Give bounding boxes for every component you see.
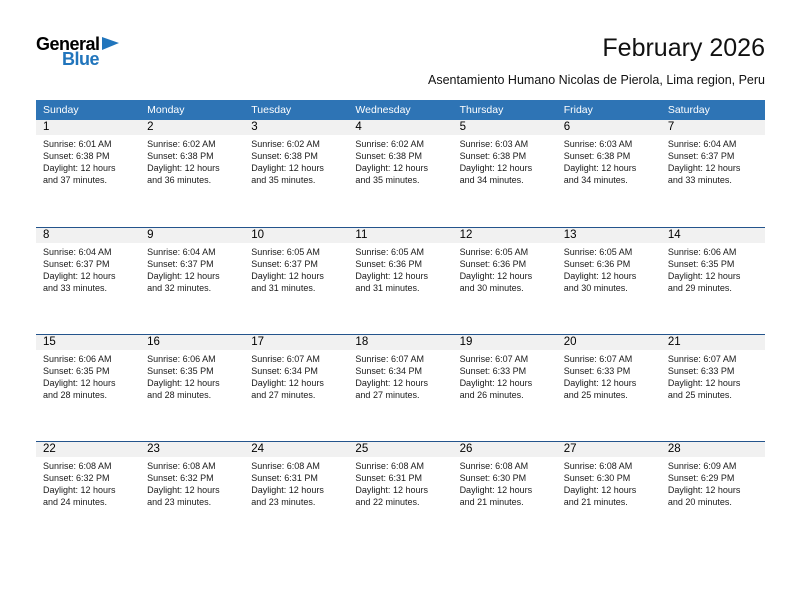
day-number-band bbox=[140, 228, 244, 243]
daylight-text-line1: Daylight: 12 hours bbox=[667, 163, 741, 174]
day-number: 26 bbox=[459, 442, 473, 455]
daylight-text-line2: and 21 minutes. bbox=[563, 496, 628, 507]
sunrise-text: Sunrise: 6:01 AM bbox=[43, 139, 112, 149]
sunset-text: Sunset: 6:38 PM bbox=[355, 151, 422, 162]
day-number-band bbox=[661, 335, 765, 350]
day-number-band bbox=[557, 120, 661, 135]
weekday-header: Wednesday bbox=[348, 100, 452, 120]
generalblue-logo bbox=[36, 34, 166, 70]
week-row bbox=[36, 120, 765, 227]
day-cell bbox=[244, 441, 348, 548]
day-number: 5 bbox=[459, 121, 466, 133]
day-number-band bbox=[36, 442, 140, 457]
day-cell bbox=[661, 334, 765, 441]
day-number-band bbox=[348, 120, 452, 135]
daylight-text-line2: and 35 minutes. bbox=[251, 175, 316, 186]
daylight-text-line1: Daylight: 12 hours bbox=[43, 270, 116, 281]
sunrise-text: Sunrise: 6:06 AM bbox=[43, 353, 112, 364]
day-number-band bbox=[661, 228, 765, 243]
day-number-band bbox=[557, 335, 661, 350]
day-cell bbox=[453, 120, 557, 227]
day-number-band bbox=[453, 335, 557, 350]
daylight-text-line1: Daylight: 12 hours bbox=[251, 377, 324, 388]
day-cell bbox=[244, 120, 348, 227]
day-number: 22 bbox=[43, 442, 56, 455]
day-number: 24 bbox=[251, 442, 265, 455]
day-number: 17 bbox=[251, 335, 265, 348]
sunset-text: Sunset: 6:38 PM bbox=[147, 151, 214, 162]
day-number: 8 bbox=[43, 228, 50, 241]
day-number: 9 bbox=[147, 228, 154, 241]
daylight-text-line1: Daylight: 12 hours bbox=[667, 270, 741, 281]
sunrise-text: Sunrise: 6:07 AM bbox=[355, 353, 424, 364]
day-number-band bbox=[244, 120, 348, 135]
daylight-text-line1: Daylight: 12 hours bbox=[459, 377, 533, 388]
sunset-text: Sunset: 6:38 PM bbox=[563, 151, 631, 162]
day-number: 18 bbox=[355, 335, 369, 348]
weekday-header: Tuesday bbox=[244, 100, 348, 120]
day-number: 25 bbox=[355, 442, 369, 455]
day-number-band bbox=[453, 228, 557, 243]
daylight-text-line1: Daylight: 12 hours bbox=[667, 377, 741, 388]
day-cell bbox=[244, 334, 348, 441]
daylight-text-line1: Daylight: 12 hours bbox=[43, 377, 116, 388]
sunset-text: Sunset: 6:29 PM bbox=[667, 472, 735, 483]
daylight-text-line2: and 23 minutes. bbox=[147, 496, 212, 507]
sunrise-text: Sunrise: 6:07 AM bbox=[459, 353, 529, 364]
sunset-text: Sunset: 6:38 PM bbox=[43, 151, 110, 162]
day-cell bbox=[140, 227, 244, 334]
daylight-text-line1: Daylight: 12 hours bbox=[147, 163, 220, 174]
day-number: 3 bbox=[251, 121, 258, 133]
day-number: 23 bbox=[147, 442, 160, 455]
daylight-text-line1: Daylight: 12 hours bbox=[459, 163, 533, 174]
day-cell bbox=[140, 120, 244, 227]
week-row bbox=[36, 227, 765, 334]
weekday-header-row bbox=[36, 100, 765, 120]
daylight-text-line2: and 35 minutes. bbox=[355, 175, 420, 186]
sunset-text: Sunset: 6:30 PM bbox=[459, 472, 527, 483]
daylight-text-line1: Daylight: 12 hours bbox=[43, 163, 116, 174]
sunset-text: Sunset: 6:35 PM bbox=[43, 365, 110, 376]
sunrise-text: Sunrise: 6:06 AM bbox=[147, 353, 216, 364]
daylight-text-line2: and 33 minutes. bbox=[667, 175, 732, 186]
daylight-text-line1: Daylight: 12 hours bbox=[251, 163, 324, 174]
day-cell bbox=[348, 227, 452, 334]
daylight-text-line2: and 33 minutes. bbox=[43, 282, 108, 293]
daylight-text-line2: and 31 minutes. bbox=[251, 282, 316, 293]
sunrise-text: Sunrise: 6:04 AM bbox=[43, 246, 112, 257]
day-cell bbox=[348, 334, 452, 441]
day-number-band bbox=[348, 228, 452, 243]
sunset-text: Sunset: 6:32 PM bbox=[147, 472, 214, 483]
daylight-text-line2: and 25 minutes. bbox=[563, 389, 628, 400]
day-cell bbox=[661, 227, 765, 334]
sunrise-text: Sunrise: 6:05 AM bbox=[563, 246, 633, 257]
sunrise-text: Sunrise: 6:08 AM bbox=[459, 460, 529, 471]
day-number: 6 bbox=[563, 121, 571, 133]
weekday-header: Friday bbox=[557, 100, 661, 120]
sunrise-text: Sunrise: 6:08 AM bbox=[43, 460, 112, 471]
day-cell bbox=[140, 334, 244, 441]
sunset-text: Sunset: 6:37 PM bbox=[43, 258, 110, 269]
day-number-band bbox=[348, 335, 452, 350]
day-number-band bbox=[453, 442, 557, 457]
day-cell bbox=[140, 441, 244, 548]
sunrise-text: Sunrise: 6:07 AM bbox=[251, 353, 320, 364]
day-number: 12 bbox=[459, 228, 473, 241]
day-number-band bbox=[661, 442, 765, 457]
daylight-text-line1: Daylight: 12 hours bbox=[251, 484, 324, 495]
daylight-text-line1: Daylight: 12 hours bbox=[667, 484, 741, 495]
daylight-text-line2: and 22 minutes. bbox=[355, 496, 420, 507]
daylight-text-line1: Daylight: 12 hours bbox=[251, 270, 324, 281]
weekday-header: Monday bbox=[140, 100, 244, 120]
daylight-text-line1: Daylight: 12 hours bbox=[147, 484, 220, 495]
daylight-text-line1: Daylight: 12 hours bbox=[563, 484, 637, 495]
day-number-band bbox=[557, 228, 661, 243]
daylight-text-line2: and 29 minutes. bbox=[667, 282, 732, 293]
sunrise-text: Sunrise: 6:02 AM bbox=[355, 139, 424, 149]
daylight-text-line2: and 34 minutes. bbox=[459, 175, 524, 186]
day-cell bbox=[36, 227, 140, 334]
day-number-band bbox=[348, 442, 452, 457]
sunset-text: Sunset: 6:31 PM bbox=[251, 472, 318, 483]
day-cell bbox=[557, 334, 661, 441]
daylight-text-line2: and 24 minutes. bbox=[43, 496, 108, 507]
daylight-text-line2: and 36 minutes. bbox=[147, 175, 212, 186]
daylight-text-line2: and 34 minutes. bbox=[563, 175, 628, 186]
sunrise-text: Sunrise: 6:02 AM bbox=[147, 139, 216, 149]
day-number: 16 bbox=[147, 335, 160, 348]
sunrise-text: Sunrise: 6:08 AM bbox=[251, 460, 320, 471]
daylight-text-line1: Daylight: 12 hours bbox=[355, 484, 428, 495]
day-cell bbox=[557, 227, 661, 334]
sunset-text: Sunset: 6:37 PM bbox=[251, 258, 318, 269]
sunset-text: Sunset: 6:32 PM bbox=[43, 472, 110, 483]
daylight-text-line2: and 25 minutes. bbox=[667, 389, 732, 400]
daylight-text-line2: and 20 minutes. bbox=[667, 496, 732, 507]
week-row bbox=[36, 441, 765, 548]
day-cell bbox=[661, 120, 765, 227]
sunset-text: Sunset: 6:36 PM bbox=[563, 258, 631, 269]
sunrise-text: Sunrise: 6:08 AM bbox=[563, 460, 633, 471]
daylight-text-line1: Daylight: 12 hours bbox=[147, 270, 220, 281]
sunset-text: Sunset: 6:37 PM bbox=[147, 258, 214, 269]
sunset-text: Sunset: 6:33 PM bbox=[667, 365, 735, 376]
day-cell bbox=[557, 120, 661, 227]
day-number-band bbox=[36, 335, 140, 350]
daylight-text-line1: Daylight: 12 hours bbox=[563, 270, 637, 281]
day-number: 21 bbox=[667, 335, 681, 348]
daylight-text-line2: and 30 minutes. bbox=[459, 282, 524, 293]
day-number-band bbox=[140, 442, 244, 457]
page-subtitle: Asentamiento Humano Nicolas de Pierola, Lima region, Peru bbox=[428, 73, 765, 87]
daylight-text-line2: and 21 minutes. bbox=[459, 496, 524, 507]
day-number: 11 bbox=[355, 228, 368, 241]
day-number: 19 bbox=[459, 335, 473, 348]
page-title: February 2026 bbox=[602, 34, 765, 62]
daylight-text-line1: Daylight: 12 hours bbox=[459, 484, 533, 495]
daylight-text-line2: and 32 minutes. bbox=[147, 282, 212, 293]
logo-text-blue: Blue bbox=[62, 49, 100, 69]
daylight-text-line2: and 28 minutes. bbox=[43, 389, 108, 400]
daylight-text-line1: Daylight: 12 hours bbox=[355, 377, 428, 388]
daylight-text-line1: Daylight: 12 hours bbox=[563, 377, 637, 388]
day-number: 15 bbox=[43, 335, 56, 348]
sunset-text: Sunset: 6:38 PM bbox=[459, 151, 527, 162]
day-number-band bbox=[244, 442, 348, 457]
sunset-text: Sunset: 6:36 PM bbox=[355, 258, 422, 269]
sunset-text: Sunset: 6:35 PM bbox=[147, 365, 214, 376]
day-number-band bbox=[244, 335, 348, 350]
day-number: 27 bbox=[563, 442, 577, 455]
sunset-text: Sunset: 6:34 PM bbox=[251, 365, 318, 376]
day-cell bbox=[453, 334, 557, 441]
day-cell bbox=[348, 441, 452, 548]
daylight-text-line1: Daylight: 12 hours bbox=[147, 377, 220, 388]
sunset-text: Sunset: 6:33 PM bbox=[459, 365, 527, 376]
day-number: 1 bbox=[43, 121, 50, 133]
day-cell bbox=[661, 441, 765, 548]
sunrise-text: Sunrise: 6:05 AM bbox=[251, 246, 320, 257]
daylight-text-line1: Daylight: 12 hours bbox=[459, 270, 533, 281]
daylight-text-line1: Daylight: 12 hours bbox=[563, 163, 637, 174]
day-cell bbox=[36, 334, 140, 441]
sunset-text: Sunset: 6:35 PM bbox=[667, 258, 735, 269]
day-number: 20 bbox=[563, 335, 577, 348]
sunrise-text: Sunrise: 6:07 AM bbox=[563, 353, 633, 364]
sunrise-text: Sunrise: 6:07 AM bbox=[667, 353, 737, 364]
day-number-band bbox=[140, 335, 244, 350]
day-cell bbox=[557, 441, 661, 548]
day-number: 10 bbox=[251, 228, 265, 241]
calendar-table bbox=[36, 100, 765, 548]
day-cell bbox=[36, 441, 140, 548]
weekday-header: Thursday bbox=[453, 100, 557, 120]
day-number: 2 bbox=[147, 121, 154, 133]
logo-flag-icon bbox=[102, 37, 119, 55]
sunset-text: Sunset: 6:33 PM bbox=[563, 365, 631, 376]
daylight-text-line2: and 37 minutes. bbox=[43, 175, 108, 186]
sunrise-text: Sunrise: 6:05 AM bbox=[459, 246, 529, 257]
sunset-text: Sunset: 6:34 PM bbox=[355, 365, 422, 376]
weekday-header: Sunday bbox=[36, 100, 140, 120]
daylight-text-line2: and 26 minutes. bbox=[459, 389, 524, 400]
sunrise-text: Sunrise: 6:04 AM bbox=[667, 139, 737, 149]
logo-text-general: General bbox=[36, 34, 100, 54]
day-cell bbox=[244, 227, 348, 334]
day-number: 14 bbox=[667, 228, 681, 241]
sunrise-text: Sunrise: 6:03 AM bbox=[459, 139, 529, 149]
week-row bbox=[36, 334, 765, 441]
top-bar bbox=[36, 34, 765, 87]
day-cell bbox=[348, 120, 452, 227]
sunrise-text: Sunrise: 6:03 AM bbox=[563, 139, 633, 149]
day-number-band bbox=[661, 120, 765, 135]
day-number-band bbox=[36, 120, 140, 135]
daylight-text-line2: and 30 minutes. bbox=[563, 282, 628, 293]
day-cell bbox=[453, 227, 557, 334]
sunrise-text: Sunrise: 6:06 AM bbox=[667, 246, 737, 257]
day-number: 28 bbox=[667, 442, 681, 455]
sunrise-text: Sunrise: 6:09 AM bbox=[667, 460, 737, 471]
weekday-header: Saturday bbox=[661, 100, 765, 120]
daylight-text-line2: and 31 minutes. bbox=[355, 282, 420, 293]
day-number-band bbox=[244, 228, 348, 243]
daylight-text-line1: Daylight: 12 hours bbox=[43, 484, 116, 495]
daylight-text-line2: and 23 minutes. bbox=[251, 496, 316, 507]
daylight-text-line2: and 27 minutes. bbox=[251, 389, 316, 400]
daylight-text-line1: Daylight: 12 hours bbox=[355, 270, 428, 281]
sunset-text: Sunset: 6:30 PM bbox=[563, 472, 631, 483]
day-cell bbox=[453, 441, 557, 548]
sunrise-text: Sunrise: 6:04 AM bbox=[147, 246, 216, 257]
day-number: 4 bbox=[355, 121, 362, 133]
sunrise-text: Sunrise: 6:08 AM bbox=[147, 460, 216, 471]
day-number-band bbox=[36, 228, 140, 243]
day-number: 7 bbox=[667, 121, 675, 133]
sunset-text: Sunset: 6:36 PM bbox=[459, 258, 527, 269]
sunrise-text: Sunrise: 6:05 AM bbox=[355, 246, 424, 257]
daylight-text-line2: and 27 minutes. bbox=[355, 389, 420, 400]
title-block bbox=[428, 34, 765, 87]
daylight-text-line2: and 28 minutes. bbox=[147, 389, 212, 400]
day-cell bbox=[36, 120, 140, 227]
sunset-text: Sunset: 6:38 PM bbox=[251, 151, 318, 162]
sunset-text: Sunset: 6:31 PM bbox=[355, 472, 422, 483]
day-number: 13 bbox=[563, 228, 577, 241]
day-number-band bbox=[557, 442, 661, 457]
sunset-text: Sunset: 6:37 PM bbox=[667, 151, 735, 162]
sunrise-text: Sunrise: 6:02 AM bbox=[251, 139, 320, 149]
day-number-band bbox=[453, 120, 557, 135]
day-number-band bbox=[140, 120, 244, 135]
sunrise-text: Sunrise: 6:08 AM bbox=[355, 460, 424, 471]
daylight-text-line1: Daylight: 12 hours bbox=[355, 163, 428, 174]
